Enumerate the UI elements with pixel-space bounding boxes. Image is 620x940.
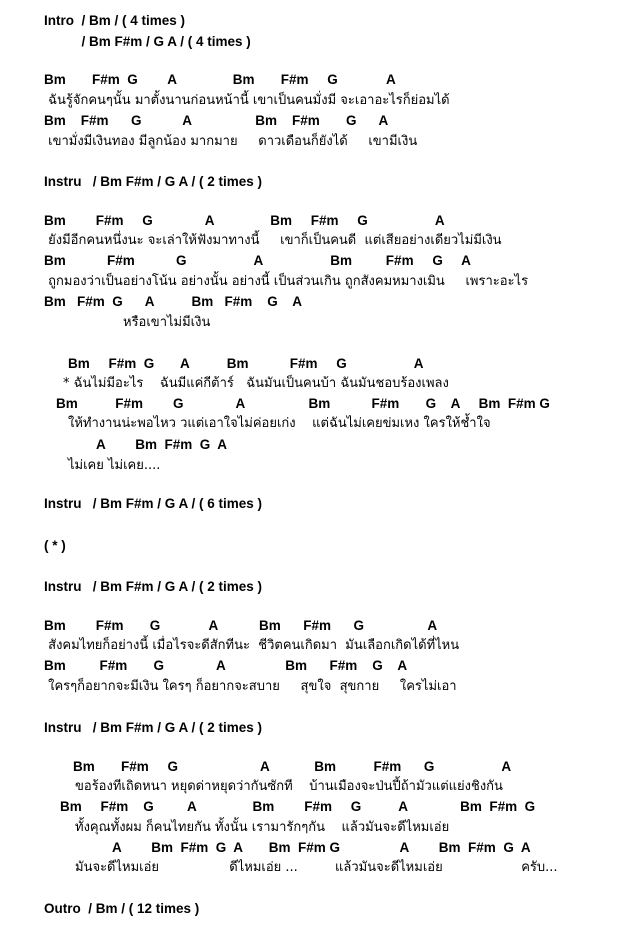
verse1-lyrics-2: เขามั่งมีเงินทอง มีลูกน้อง มากมาย ดาวเดือนก็ยังได้ เขามีเงิน <box>44 134 418 149</box>
chorus-lyrics-1: * ฉันไม่มีอะไร ฉันมีแค่กีต้าร์ ฉันมันเป็นคนบ้า ฉันมันชอบร้องเพลง <box>63 376 449 391</box>
chorus-lyrics-2: ให้ทำงานน่ะพอไหว วแต่เอาใจไม่ค่อยเก่ง แต่ฉันไม่เคยข่มเหง ใครให้ช้ำใจ <box>68 416 491 431</box>
chorus-chords-1: Bm F#m G A Bm F#m G A <box>68 356 424 371</box>
verse3-chords-2: Bm F#m G A Bm F#m G A <box>44 658 408 673</box>
instru-line-4: Instru / Bm F#m / G A / ( 2 times ) <box>44 720 263 735</box>
bridge-lyrics-2: ทั้งคุณทั้งผม ก็คนไทยกัน ทั้งนั้น เรามารักๆกัน แล้วมันจะดีไหมเอ่ย <box>75 820 450 835</box>
bridge-chords-2: Bm F#m G A Bm F#m G A Bm F#m G <box>60 799 536 814</box>
verse2-lyrics-2: ถูกมองว่าเป็นอย่างโน้น อย่างนั้น อย่างนี้ เป็นส่วนเกิน ถูกสังคมหมางเมิน เพราะอะไร <box>44 274 529 289</box>
instru-line-1: Instru / Bm F#m / G A / ( 2 times ) <box>44 174 263 189</box>
verse1-lyrics-1: ฉันรู้จักคนๆนั้น มาตั้งนานก่อนหน้านี้ เขาเป็นคนมั่งมี จะเอาอะไรก็ย่อมได้ <box>44 93 450 108</box>
instru-line-3: Instru / Bm F#m / G A / ( 2 times ) <box>44 579 263 594</box>
verse2-lyrics-3: หรือเขาไม่มีเงิน <box>123 315 211 330</box>
bridge-lyrics-1: ขอร้องทีเถิดหนา หยุดด่าหยุดว่ากันซักที บ้านเมืองจะป่นปี้ถ้ามัวแต่แย่งชิงกัน <box>75 779 503 794</box>
bridge-lyrics-3: มันจะดีไหมเอ่ย ดีไหมเอ่ย ... แล้วมันจะดีไหมเอ่ย ครับ... <box>75 860 558 875</box>
instru-line-2: Instru / Bm F#m / G A / ( 6 times ) <box>44 496 263 511</box>
verse2-chords-2: Bm F#m G A Bm F#m G A <box>44 253 471 268</box>
verse2-chords-1: Bm F#m G A Bm F#m G A <box>44 213 445 228</box>
outro-line: Outro / Bm / ( 12 times ) <box>44 901 200 916</box>
verse3-chords-1: Bm F#m G A Bm F#m G A <box>44 618 438 633</box>
bridge-chords-3: A Bm F#m G A Bm F#m G A Bm F#m G A <box>112 840 531 855</box>
chorus-lyrics-3: ไม่เคย ไม่เคย.... <box>68 458 161 473</box>
intro-line-1: Intro / Bm / ( 4 times ) <box>44 13 186 28</box>
verse2-lyrics-1: ยังมีอีกคนหนึ่งนะ จะเล่าให้ฟังมาทางนี้ เขาก็เป็นคนดี แต่เสียอย่างเดียวไม่มีเงิน <box>44 233 502 248</box>
bridge-chords-1: Bm F#m G A Bm F#m G A <box>73 759 512 774</box>
verse3-lyrics-1: สังคมไทยก็อย่างนี้ เมื่อไรจะดีสักทีนะ ชีวิตคนเกิดมา มันเลือกเกิดได้ที่ไหน <box>44 638 460 653</box>
chorus-repeat-mark: ( * ) <box>44 538 66 553</box>
verse2-chords-3: Bm F#m G A Bm F#m G A <box>44 294 303 309</box>
intro-line-2: / Bm F#m / G A / ( 4 times ) <box>44 34 251 49</box>
chorus-chords-3: A Bm F#m G A <box>96 437 228 452</box>
verse3-lyrics-2: ใครๆก็อยากจะมีเงิน ใครๆ ก็อยากจะสบาย สุขใจ สุขกาย ใครไม่เอา <box>44 679 457 694</box>
verse1-chords-2: Bm F#m G A Bm F#m G A <box>44 113 389 128</box>
chorus-chords-2: Bm F#m G A Bm F#m G A Bm F#m G <box>56 396 550 411</box>
verse1-chords-1: Bm F#m G A Bm F#m G A <box>44 72 396 87</box>
